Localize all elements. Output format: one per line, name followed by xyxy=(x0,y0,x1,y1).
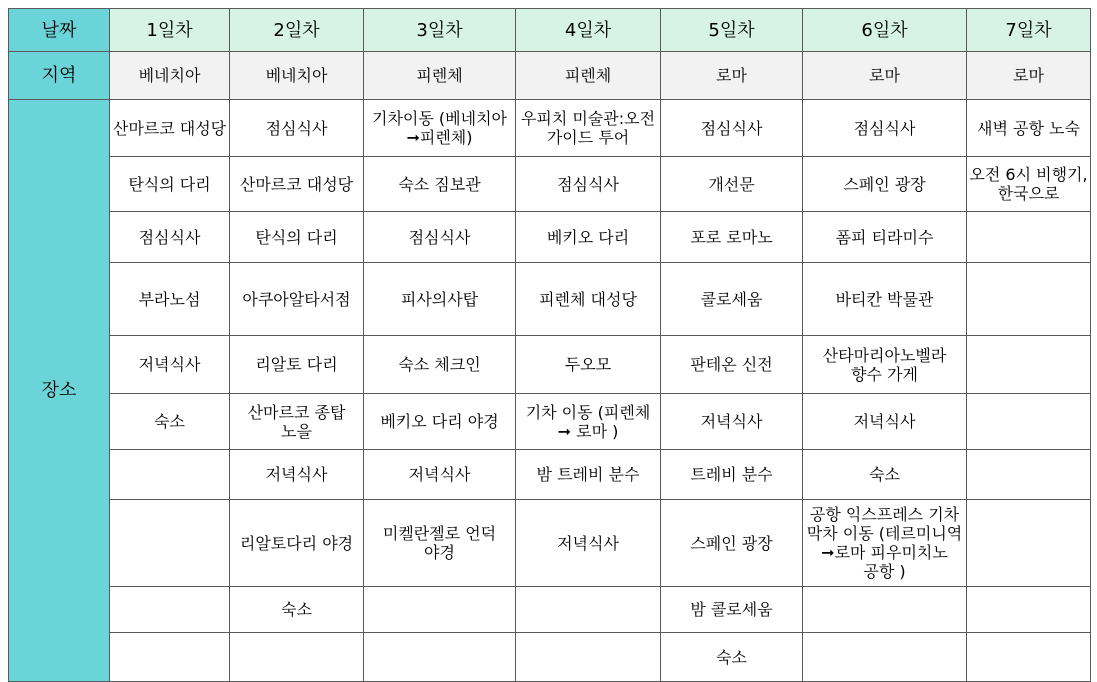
place-cell xyxy=(967,450,1091,500)
place-cell: 저녁식사 xyxy=(230,450,364,500)
place-cell xyxy=(516,633,661,682)
place-cell: 숙소 xyxy=(230,587,364,633)
place-cell: 리알토 다리 xyxy=(230,336,364,394)
day-header: 3일차 xyxy=(364,9,516,52)
day-header: 1일차 xyxy=(110,9,230,52)
place-row xyxy=(9,394,1091,450)
place-cell: 저녁식사 xyxy=(661,394,803,450)
place-row xyxy=(9,500,1091,587)
place-cell: 바티칸 박물관 xyxy=(803,263,967,336)
place-cell xyxy=(967,263,1091,336)
date-header-label: 날짜 xyxy=(9,9,110,52)
place-row xyxy=(9,336,1091,394)
place-cell: 피사의사탑 xyxy=(364,263,516,336)
place-cell: 점심식사 xyxy=(364,212,516,263)
place-cell: 밤 콜로세움 xyxy=(661,587,803,633)
region-cell: 로마 xyxy=(661,52,803,100)
place-cell: 피렌체 대성당 xyxy=(516,263,661,336)
place-cell: 숙소 xyxy=(661,633,803,682)
place-cell: 새벽 공항 노숙 xyxy=(967,100,1091,157)
place-cell xyxy=(967,587,1091,633)
place-cell: 오전 6시 비행기, 한국으로 xyxy=(967,157,1091,212)
place-cell xyxy=(803,633,967,682)
place-cell xyxy=(364,633,516,682)
region-row xyxy=(9,52,1091,100)
place-cell: 탄식의 다리 xyxy=(110,157,230,212)
place-cell: 개선문 xyxy=(661,157,803,212)
region-cell: 베네치아 xyxy=(110,52,230,100)
region-cell: 피렌체 xyxy=(364,52,516,100)
place-cell: 점심식사 xyxy=(661,100,803,157)
region-cell: 피렌체 xyxy=(516,52,661,100)
place-cell: 포로 로마노 xyxy=(661,212,803,263)
place-cell xyxy=(110,633,230,682)
place-cell: 숙소 짐보관 xyxy=(364,157,516,212)
place-header-label: 장소 xyxy=(9,100,110,682)
place-cell: 산마르코 대성당 xyxy=(230,157,364,212)
place-cell: 숙소 체크인 xyxy=(364,336,516,394)
region-header-label: 지역 xyxy=(9,52,110,100)
place-cell: 점심식사 xyxy=(803,100,967,157)
place-cell xyxy=(110,500,230,587)
itinerary-table xyxy=(8,8,1091,682)
day-header: 4일차 xyxy=(516,9,661,52)
place-cell: 폼피 티라미수 xyxy=(803,212,967,263)
place-cell: 판테온 신전 xyxy=(661,336,803,394)
region-cell: 로마 xyxy=(967,52,1091,100)
place-cell xyxy=(364,587,516,633)
place-cell: 기차 이동 (피렌체 ➞ 로마 ) xyxy=(516,394,661,450)
place-cell: 아쿠아알타서점 xyxy=(230,263,364,336)
place-cell: 숙소 xyxy=(110,394,230,450)
place-cell xyxy=(516,587,661,633)
place-cell: 저녁식사 xyxy=(516,500,661,587)
place-cell xyxy=(967,212,1091,263)
place-cell xyxy=(110,450,230,500)
place-row xyxy=(9,450,1091,500)
place-cell: 베키오 다리 xyxy=(516,212,661,263)
place-row xyxy=(9,263,1091,336)
place-cell xyxy=(803,587,967,633)
place-row xyxy=(9,633,1091,682)
place-cell: 스페인 광장 xyxy=(803,157,967,212)
place-cell: 리알토다리 야경 xyxy=(230,500,364,587)
place-cell xyxy=(967,633,1091,682)
place-row xyxy=(9,100,1091,157)
region-cell: 베네치아 xyxy=(230,52,364,100)
place-cell: 저녁식사 xyxy=(803,394,967,450)
place-cell: 저녁식사 xyxy=(364,450,516,500)
place-cell: 공항 익스프레스 기차 막차 이동 (테르미니역➞로마 피우미치노 공항 ) xyxy=(803,500,967,587)
place-cell: 기차이동 (베네치아 ➞피렌체) xyxy=(364,100,516,157)
place-cell: 우피치 미술관:오전 가이드 투어 xyxy=(516,100,661,157)
place-cell: 점심식사 xyxy=(110,212,230,263)
place-row xyxy=(9,157,1091,212)
place-cell: 탄식의 다리 xyxy=(230,212,364,263)
place-cell: 숙소 xyxy=(803,450,967,500)
day-header: 5일차 xyxy=(661,9,803,52)
place-cell: 두오모 xyxy=(516,336,661,394)
place-cell xyxy=(967,500,1091,587)
day-header: 6일차 xyxy=(803,9,967,52)
place-cell: 산마르코 종탑 노을 xyxy=(230,394,364,450)
place-cell: 부라노섬 xyxy=(110,263,230,336)
place-cell xyxy=(110,587,230,633)
region-cell: 로마 xyxy=(803,52,967,100)
place-cell: 스페인 광장 xyxy=(661,500,803,587)
place-cell: 밤 트레비 분수 xyxy=(516,450,661,500)
place-cell: 베키오 다리 야경 xyxy=(364,394,516,450)
place-cell: 저녁식사 xyxy=(110,336,230,394)
place-cell xyxy=(230,633,364,682)
place-cell: 트레비 분수 xyxy=(661,450,803,500)
place-cell: 산타마리아노벨라 향수 가게 xyxy=(803,336,967,394)
place-cell: 점심식사 xyxy=(230,100,364,157)
header-row xyxy=(9,9,1091,52)
place-cell: 콜로세움 xyxy=(661,263,803,336)
day-header: 7일차 xyxy=(967,9,1091,52)
place-cell: 미켈란젤로 언덕 야경 xyxy=(364,500,516,587)
place-cell: 산마르코 대성당 xyxy=(110,100,230,157)
place-cell: 점심식사 xyxy=(516,157,661,212)
place-cell xyxy=(967,394,1091,450)
day-header: 2일차 xyxy=(230,9,364,52)
place-row xyxy=(9,212,1091,263)
place-cell xyxy=(967,336,1091,394)
place-row xyxy=(9,587,1091,633)
